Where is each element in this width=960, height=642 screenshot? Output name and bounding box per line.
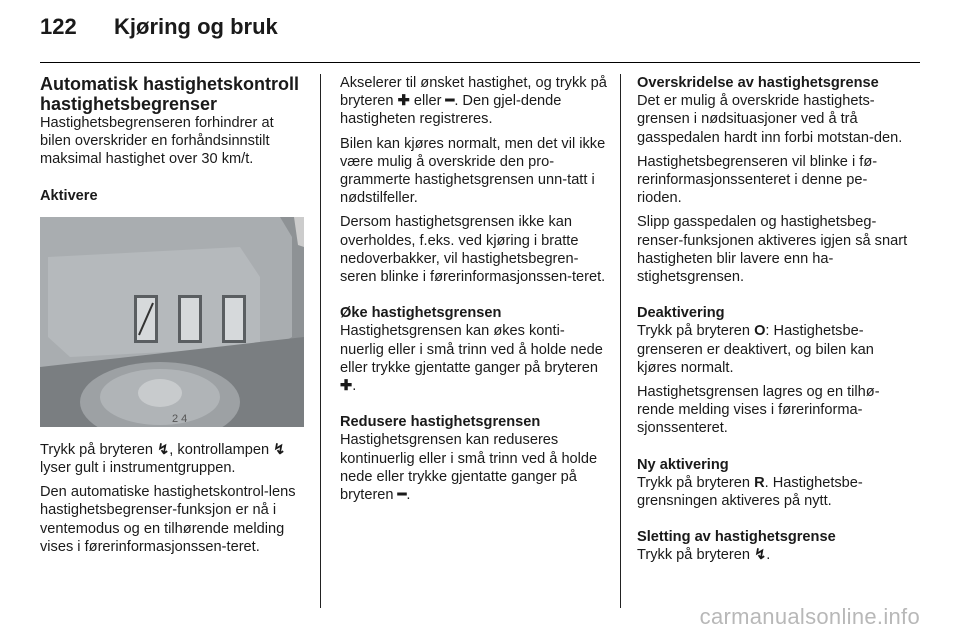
page-number: 122	[40, 14, 77, 39]
flash-paragraph: Hastighetsbegrenseren vil blinke i fø-rerinformasjonssenteret i denne pe-rioden.	[637, 153, 878, 207]
normal-driving-paragraph: Bilen kan kjøres normalt, men det vil ikke være mulig å overskride den pro-grammerte hastighetsgrensen unn-tatt i nødstilfeller.	[340, 135, 606, 207]
increase-heading: Øke hastighetsgrensen	[340, 305, 502, 322]
section-heading-line1: Automatisk hastighetskontroll	[40, 74, 300, 94]
deactivate-paragraph	[637, 322, 909, 377]
watermark: carmanualsonline.info	[699, 604, 920, 629]
reactivate-paragraph	[637, 474, 909, 510]
minus-icon: ━	[445, 93, 455, 110]
press-text-c: lyser gult i instrumentgruppen.	[40, 460, 236, 477]
reduce-paragraph	[340, 431, 608, 504]
switch-panel-illustration	[40, 217, 304, 427]
section-heading	[40, 74, 308, 114]
resume-r-icon: R	[754, 474, 765, 491]
exceed-paragraph: Det er mulig å overskride hastighets-grensen i nødsituasjoner ved å trå gasspedalen hardt inn forbi motstan-den.	[637, 93, 903, 146]
delete-paragraph	[637, 546, 909, 564]
speed-limiter-icon: ↯	[157, 441, 170, 458]
switch-panel-photo	[40, 217, 304, 427]
delete-text-b: .	[766, 547, 771, 564]
page-title: Kjøring og bruk	[114, 14, 278, 39]
speed-limiter-lamp-icon: ↯	[273, 441, 286, 458]
plus-icon: ✚	[397, 93, 410, 110]
reduce-heading: Redusere hastighetsgrensen	[340, 414, 541, 431]
reactivate-text-a: Trykk på bryteren	[637, 474, 755, 491]
accelerate-text-b: eller	[409, 93, 446, 110]
reactivate-text-b: . Hastighetsbe-grensningen aktiveres på nytt.	[637, 474, 863, 510]
aktivere-heading: Aktivere	[40, 187, 98, 204]
downhill-paragraph: Dersom hastighetsgrensen ikke kan overholdes, f.eks. ved kjøring i bratte nedoverbakker, vil hastighetsbegren-seren blinke i førerinformasjonssen-teret.	[340, 214, 606, 286]
section-heading-line2: hastighetsbegrenser	[40, 94, 218, 114]
increase-paragraph	[340, 322, 608, 395]
reduce-text-b: .	[406, 487, 411, 504]
press-text-a: Trykk på bryteren	[40, 441, 158, 458]
increase-text-b: .	[352, 378, 357, 395]
stored-paragraph: Hastighetsgrensen lagres og en tilhø-rende melding vises i førerinforma-sjonssenteret.	[637, 384, 880, 437]
deactivate-text-b: : Hastighetsbe-grenseren er deaktivert, og bilen kan kjøres normalt.	[637, 323, 874, 376]
reactivate-heading: Ny aktivering	[637, 456, 729, 473]
accelerate-paragraph	[340, 74, 608, 129]
intro-paragraph: Hastighetsbegrenseren forhindrer at bilen overskrider en forhåndsinnstilt maksimal hastighet over 30 km/t.	[40, 115, 274, 168]
accelerate-text-c: . Den gjel-dende hastigheten registreres.	[340, 93, 562, 128]
deactivate-text-a: Trykk på bryteren	[637, 323, 755, 340]
plus-icon: ✚	[340, 378, 353, 395]
column-left	[40, 74, 308, 562]
minus-icon: ━	[397, 487, 407, 504]
exceed-heading: Overskridelse av hastighetsgrense	[637, 75, 879, 91]
off-icon: O	[754, 323, 766, 340]
header-rule	[40, 62, 920, 63]
gear-label: 2 4	[172, 412, 188, 425]
delete-text-a: Trykk på bryteren	[637, 547, 755, 564]
delete-heading: Sletting av hastighetsgrense	[637, 529, 836, 546]
column-divider-2	[620, 74, 621, 608]
speed-limiter-icon: ↯	[754, 547, 767, 564]
reduce-text-a: Hastighetsgrensen kan reduseres kontinuerlig eller i små trinn ved å holde nede eller trykke gjentatte ganger på bryteren	[340, 432, 598, 504]
accelerate-text-a: Akselerer til ønsket hastighet, og trykk på bryteren	[340, 75, 607, 110]
release-paragraph: Slipp gasspedalen og hastighetsbeg-renser-funksjonen aktiveres igjen så snart hastigheten blir lavere enn ha-stighetsgrensen.	[637, 214, 908, 286]
standby-paragraph: Den automatiske hastighetskontrol-lens hastighetsbegrenser-funksjon er nå i ventemodus og en tilhørende melding vises i førerinformasjonssen-teret.	[40, 484, 296, 555]
column-middle	[340, 74, 608, 510]
column-right	[637, 74, 909, 571]
press-text-b: , kontrollampen	[169, 441, 274, 458]
column-divider-1	[320, 74, 321, 608]
increase-text-a: Hastighetsgrensen kan økes konti-nuerlig eller i små trinn ved å holde nede eller trykke gjentatte ganger på bryteren	[340, 323, 603, 376]
page-header	[40, 14, 278, 40]
deactivate-heading: Deaktivering	[637, 305, 725, 322]
press-paragraph	[40, 441, 308, 477]
